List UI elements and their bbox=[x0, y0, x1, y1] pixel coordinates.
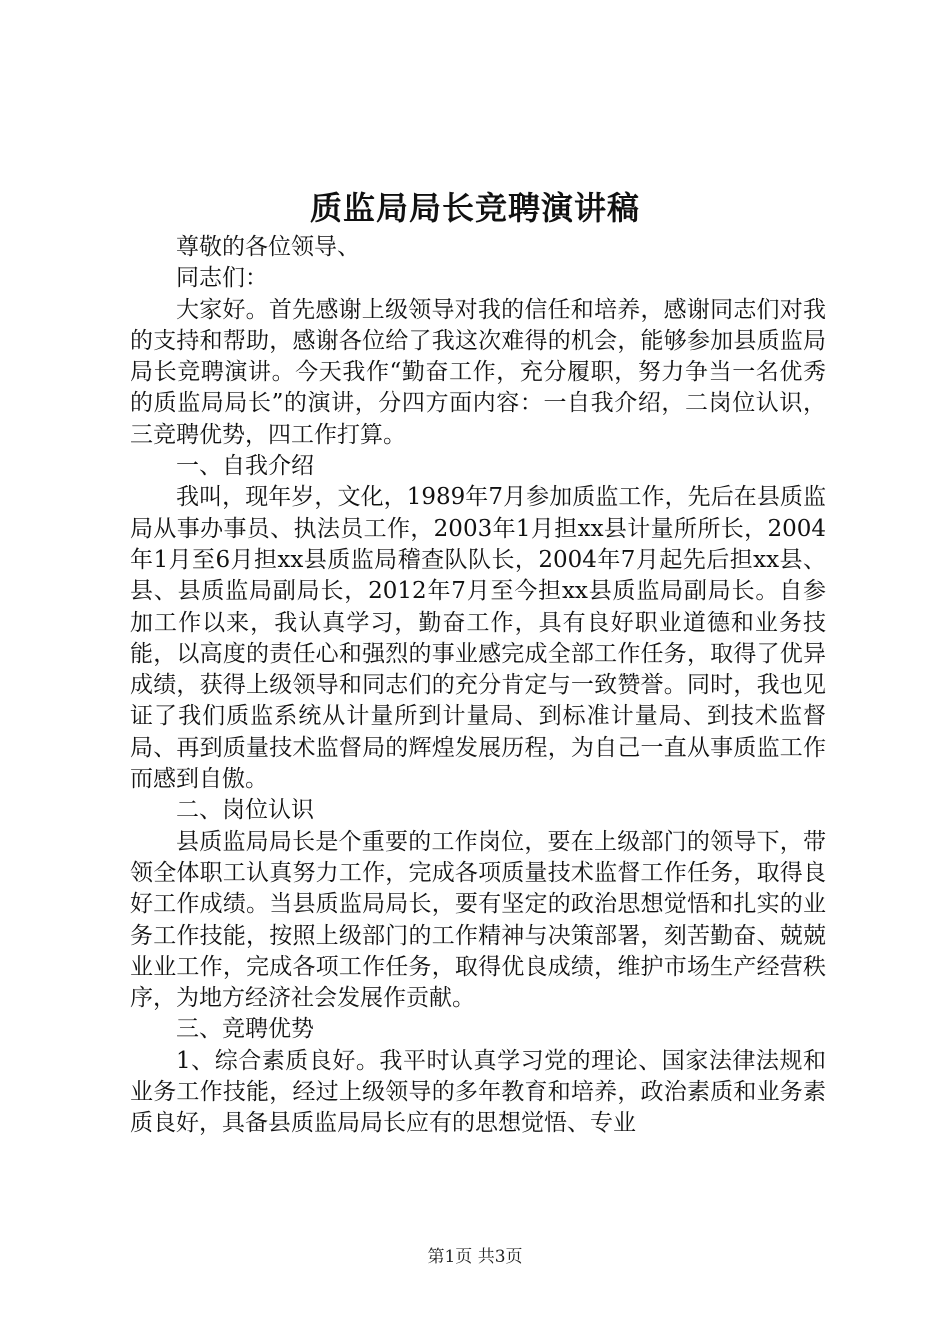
salutation-line-2: 同志们： bbox=[176, 265, 268, 292]
intro-paragraph: 大家好。首先感谢上级领导对我的信任和培养，感谢同志们对我的支持和帮助，感谢各位给了我这次难得的机会，能够参加县质监局局长竞聘演讲。今天我作“勤奋工作，充分履职，努力争当一名优秀的质监局局长”的演讲，分四方面内容：一自我介绍，二岗位认识，三竞聘优势，四工作打算。 bbox=[130, 296, 826, 448]
section-heading-self-intro: 一、自我介绍 bbox=[176, 453, 314, 480]
document-body bbox=[130, 232, 826, 1140]
section-heading-advantages: 三、竞聘优势 bbox=[176, 1016, 314, 1043]
salutation-line-1: 尊敬的各位领导、 bbox=[176, 234, 360, 260]
section-heading-position: 二、岗位认识 bbox=[176, 797, 314, 824]
page-number-footer: 第1页 共3页 bbox=[427, 1247, 523, 1267]
advantages-paragraph: 1、综合素质良好。我平时认真学习党的理论、国家法律法规和业务工作技能，经过上级领导的多年教育和培养，政治素质和业务素质良好，具备县质监局局长应有的思想觉悟、专业 bbox=[130, 1047, 826, 1137]
position-paragraph: 县质监局局长是个重要的工作岗位，要在上级部门的领导下，带领全体职工认真努力工作，完成各项质量技术监督工作任务，取得良好工作成绩。当县质监局局长，要有坚定的政治思想觉悟和扎实的业务工作技能，按照上级部门的工作精神与决策部署，刻苦勤奋、兢兢业业工作，完成各项工作任务，取得优良成绩，维护市场生产经营秩序，为地方经济社会发展作贡献。 bbox=[130, 828, 826, 1012]
document-title: 质监局局长竞聘演讲稿 bbox=[309, 189, 640, 227]
self-intro-paragraph: 我叫，现年岁，文化，1989年7月参加质监工作，先后在县质监局从事办事员、执法员工作，2003年1月担xx县计量所所长，2004年1月至6月担xx县质监局稽查队队长，2004年7月起先后担xx县、县、县质监局副局长，2012年7月至今担xx县质监局副局长。自参加工作以来，我认真学习，勤奋工作，具有良好职业道德和业务技能，以高度的责任心和强烈的事业感完成全部工作任务，取得了优异成绩，获得上级领导和同志们的充分肯定与一致赞誉。同时，我也见证了我们质监系统从计量所到计量局、到标准计量局、到技术监督局、再到质量技术监督局的辉煌发展历程，为自己一直从事质监工作而感到自傲。 bbox=[130, 484, 826, 793]
